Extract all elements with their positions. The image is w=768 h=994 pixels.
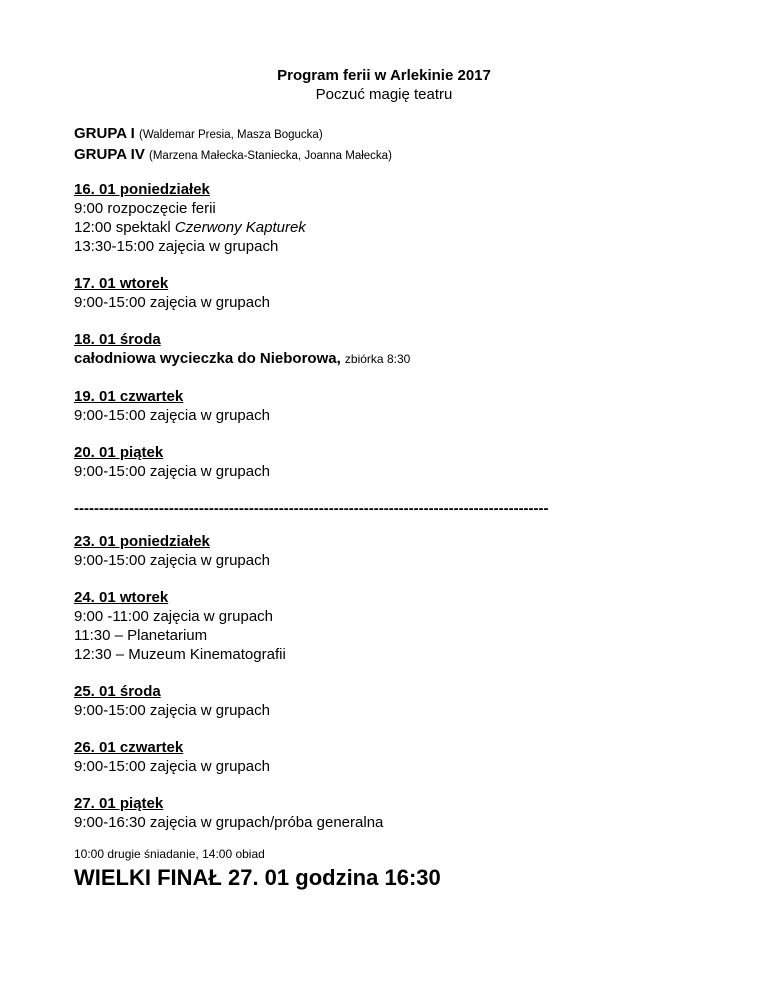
day-date: 27. 01 piątek (74, 795, 164, 812)
day-date: 19. 01 czwartek (74, 388, 184, 405)
document-subtitle: Poczuć magię teatru (315, 86, 453, 103)
day-block (74, 738, 714, 776)
trip-note: zbiórka 8:30 (344, 352, 411, 366)
schedule-line (74, 349, 714, 369)
group-line (74, 124, 714, 145)
schedule-content (74, 124, 714, 892)
day-block (74, 532, 714, 570)
schedule-line: 9:00-15:00 zajęcia w grupach (74, 463, 270, 480)
schedule-line: 13:30-15:00 zajęcia w grupach (74, 238, 279, 255)
schedule-line: 9:00-15:00 zajęcia w grupach (74, 702, 270, 719)
schedule-line: 12:30 – Muzeum Kinematografii (74, 646, 286, 663)
group-name: GRUPA IV (74, 146, 145, 163)
show-title: Czerwony Kapturek (174, 219, 306, 236)
group-name: GRUPA I (74, 125, 135, 142)
schedule-line: 9:00-15:00 zajęcia w grupach (74, 294, 270, 311)
day-date: 23. 01 poniedziałek (74, 533, 210, 550)
grand-finale: WIELKI FINAŁ 27. 01 godzina 16:30 (74, 865, 441, 890)
schedule-line: 9:00-16:30 zajęcia w grupach/próba generalna (74, 814, 384, 831)
day-block (74, 682, 714, 720)
schedule-line (74, 218, 714, 237)
day-date: 26. 01 czwartek (74, 739, 184, 756)
day-date: 20. 01 piątek (74, 444, 164, 461)
week-divider: ----------------------------------------------------------------------------------------------- (74, 500, 549, 517)
day-date: 25. 01 środa (74, 683, 161, 700)
groups-list (74, 124, 714, 166)
meals-note: 10:00 drugie śniadanie, 14:00 obiad (74, 847, 265, 861)
group-line (74, 145, 714, 166)
day-block (74, 274, 714, 312)
document-title: Program ferii w Arlekinie 2017 (277, 67, 491, 84)
day-date: 18. 01 środa (74, 331, 161, 348)
group-members: (Marzena Małecka-Staniecka, Joanna Małecka) (149, 150, 392, 162)
day-block (74, 330, 714, 369)
schedule-line: 11:30 – Planetarium (74, 627, 208, 644)
day-block (74, 387, 714, 425)
schedule-line: 9:00-15:00 zajęcia w grupach (74, 758, 270, 775)
group-members: (Waldemar Presia, Masza Bogucka) (139, 129, 323, 141)
document-header (0, 66, 768, 104)
schedule-line: 9:00 rozpoczęcie ferii (74, 200, 216, 217)
day-block (74, 443, 714, 481)
schedule-line: 9:00 -11:00 zajęcia w grupach (74, 608, 274, 625)
day-block (74, 588, 714, 664)
day-date: 16. 01 poniedziałek (74, 181, 210, 198)
day-block (74, 794, 714, 832)
day-date: 24. 01 wtorek (74, 589, 169, 606)
schedule-line: 9:00-15:00 zajęcia w grupach (74, 552, 270, 569)
day-block (74, 180, 714, 256)
schedule-line: 9:00-15:00 zajęcia w grupach (74, 407, 270, 424)
day-date: 17. 01 wtorek (74, 275, 169, 292)
trip-text: całodniowa wycieczka do Nieborowa, (74, 350, 341, 367)
show-label: 12:00 spektakl (74, 219, 171, 236)
